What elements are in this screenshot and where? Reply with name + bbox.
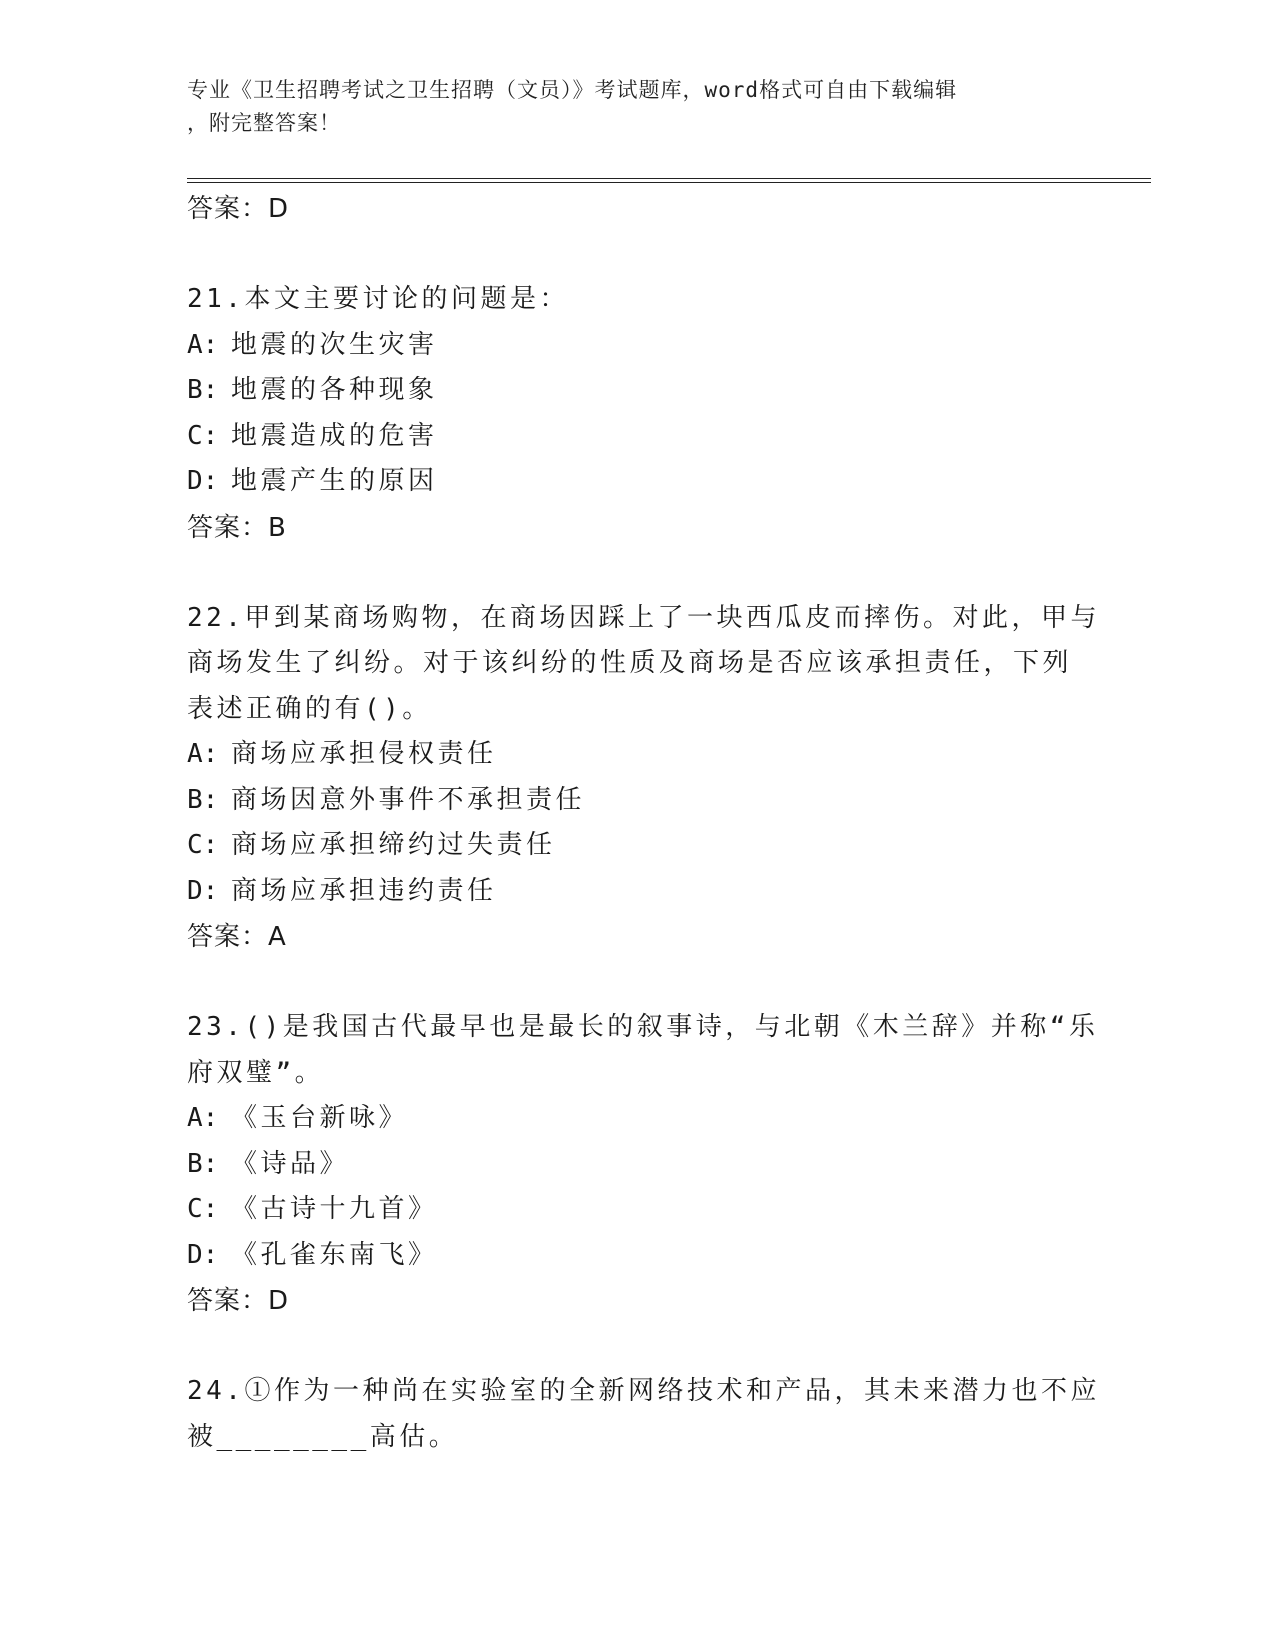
option-label: D: <box>187 875 219 906</box>
option-text: 商场应承担违约责任 <box>231 875 497 906</box>
question-22-option-b <box>187 778 1087 824</box>
question-content <box>187 186 1100 1460</box>
question-21-option-c <box>187 414 1087 460</box>
question-22-option-c <box>187 823 1087 869</box>
option-label: D: <box>187 466 219 496</box>
page-header <box>187 74 1077 140</box>
question-24-text-line-2: 被________高估。 <box>187 1421 459 1452</box>
option-label: C: <box>187 1194 219 1224</box>
option-label: C: <box>187 420 219 451</box>
option-label: A: <box>187 329 219 360</box>
option-label: A: <box>187 739 219 769</box>
option-text: 《古诗十九首》 <box>231 1194 438 1224</box>
question-23-option-d <box>187 1233 1087 1279</box>
option-text: 地震的次生灾害 <box>231 329 438 360</box>
spacer <box>187 551 1087 596</box>
option-text: 地震产生的原因 <box>231 466 438 496</box>
question-22-text-line-2: 商场发生了纠纷。对于该纠纷的性质及商场是否应该承担责任，下列 <box>187 648 1073 678</box>
option-text: 《玉台新咏》 <box>231 1103 409 1133</box>
answer-21: 答案：B <box>187 512 287 543</box>
header-line-1: 专业《卫生招聘考试之卫生招聘（文员）》考试题库，word格式可自由下载编辑 <box>187 78 958 102</box>
question-23-option-a <box>187 1096 1087 1142</box>
option-text: 地震造成的危害 <box>231 420 438 451</box>
question-23-text-line-2: 府双璧”。 <box>187 1057 325 1088</box>
question-22 <box>187 596 1100 961</box>
option-text: 商场应承担侵权责任 <box>231 739 497 769</box>
header-rule-bottom <box>187 182 1151 183</box>
question-22-text-line-3: 表述正确的有()。 <box>187 693 432 724</box>
spacer <box>187 232 1087 277</box>
question-24-text-line-1: 24.①作为一种尚在实验室的全新网络技术和产品，其未来潜力也不应 <box>187 1376 1100 1406</box>
question-21-option-a <box>187 323 1087 369</box>
question-23-text-line-1: 23.()是我国古代最早也是最长的叙事诗，与北朝《木兰辞》并称“乐 <box>187 1012 1099 1042</box>
question-24 <box>187 1369 1100 1460</box>
question-22-option-d <box>187 869 1087 915</box>
question-23 <box>187 1005 1099 1324</box>
header-rule-top <box>187 178 1151 179</box>
question-21 <box>187 277 1087 551</box>
option-label: B: <box>187 375 219 405</box>
question-21-option-d <box>187 459 1087 505</box>
option-text: 《诗品》 <box>231 1148 350 1179</box>
question-21-option-b <box>187 368 1087 414</box>
option-label: B: <box>187 1148 219 1179</box>
option-label: D: <box>187 1239 219 1270</box>
spacer <box>187 1324 1087 1369</box>
question-23-option-c <box>187 1187 1087 1233</box>
option-label: C: <box>187 830 219 860</box>
question-21-text: 21.本文主要讨论的问题是： <box>187 284 569 314</box>
answer-22: 答案：A <box>187 922 287 952</box>
header-line-2: ，附完整答案！ <box>187 111 341 135</box>
answer-23: 答案：D <box>187 1286 290 1316</box>
option-label: A: <box>187 1103 219 1133</box>
option-text: 商场应承担缔约过失责任 <box>231 830 556 860</box>
question-23-option-b <box>187 1142 1087 1188</box>
option-label: B: <box>187 784 219 815</box>
answer-20: 答案：D <box>187 194 290 224</box>
option-text: 商场因意外事件不承担责任 <box>231 784 586 815</box>
option-text: 《孔雀东南飞》 <box>231 1239 438 1270</box>
option-text: 地震的各种现象 <box>231 375 438 405</box>
question-22-text-line-1: 22.甲到某商场购物，在商场因踩上了一块西瓜皮而摔伤。对此，甲与 <box>187 602 1100 633</box>
question-22-option-a <box>187 732 1087 778</box>
spacer <box>187 960 1087 1005</box>
